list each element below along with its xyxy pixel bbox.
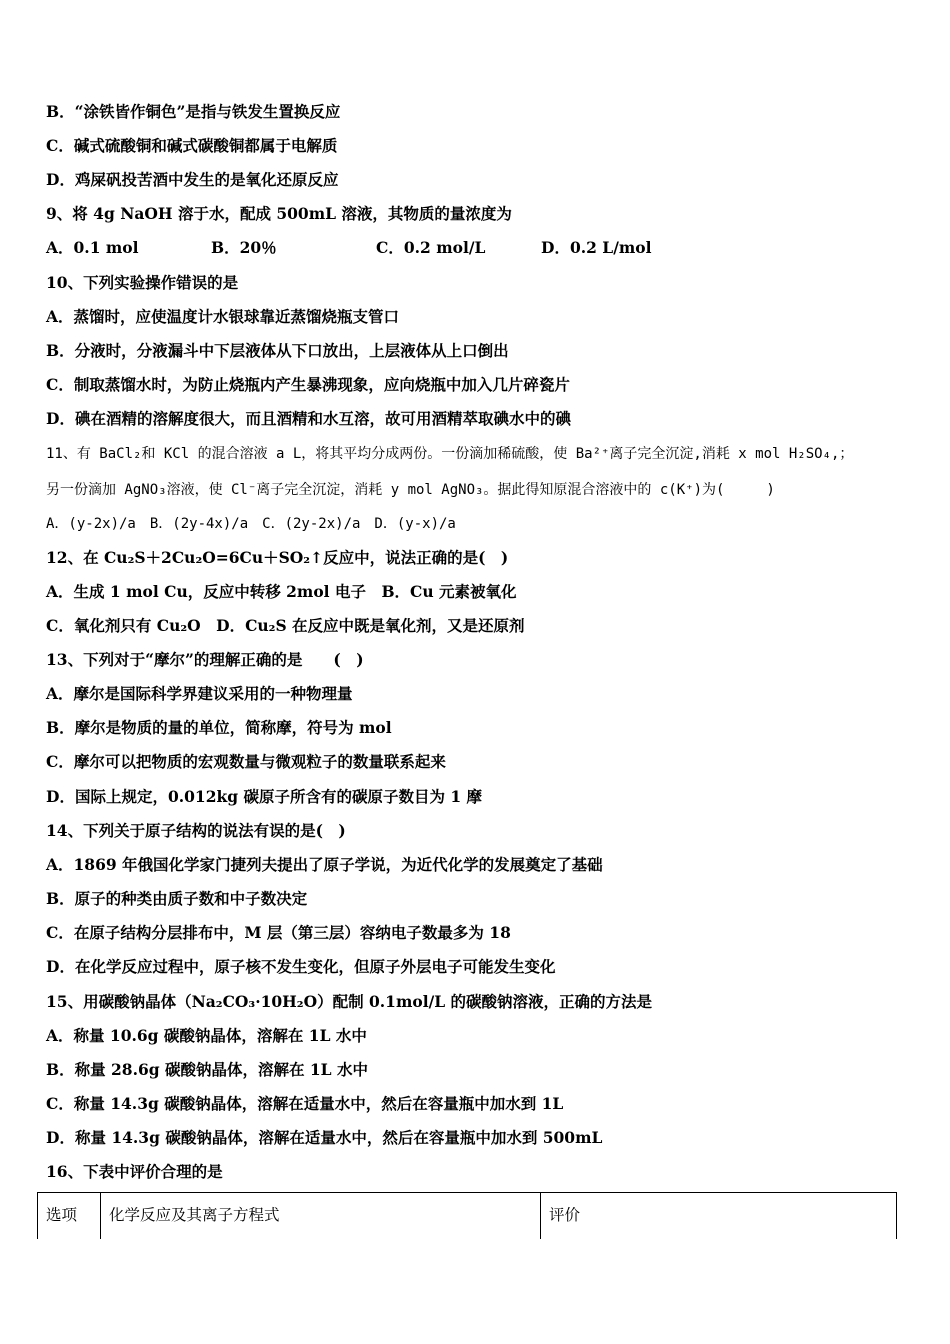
q14-option-d: D．在化学反应过程中，原子核不发生变化，但原子外层电子可能发生变化 <box>46 957 556 976</box>
q10-option-a: A．蒸馏时，应使温度计水银球靠近蒸馏烧瓶支管口 <box>46 307 400 326</box>
q11-options: A．(y-2x)/a B．(2y-4x)/a C．(2y-2x)/a D．(y-x)/a <box>46 516 456 532</box>
q13-option-b: B．摩尔是物质的量的单位，简称摩，符号为 mol <box>46 718 392 737</box>
q12-options-cd: C．氧化剂只有 Cu₂O D．Cu₂S 在反应中既是氧化剂，又是还原剂 <box>46 616 525 635</box>
q14-option-b: B．原子的种类由质子数和中子数决定 <box>46 889 308 908</box>
q10-stem: 10、下列实验操作错误的是 <box>46 273 239 292</box>
q9-option-c: C．0.2 mol/L <box>376 238 486 257</box>
q15-option-d: D．称量 14.3g 碳酸钠晶体，溶解在适量水中，然后在容量瓶中加水到 500mL <box>46 1128 603 1147</box>
q14-stem: 14、下列关于原子结构的说法有误的是( ) <box>46 821 346 840</box>
q14-option-c: C．在原子结构分层排布中，M 层（第三层）容纳电子数最多为 18 <box>46 923 511 942</box>
q13-option-d: D．国际上规定，0.012kg 碳原子所含有的碳原子数目为 1 摩 <box>46 787 483 806</box>
q12-options-ab: A．生成 1 mol Cu，反应中转移 2mol 电子 B．Cu 元素被氧化 <box>46 582 517 601</box>
q11-stem-line2: 另一份滴加 AgNO₃溶液，使 Cl⁻离子完全沉淀，消耗 y mol AgNO₃。据此得知原混合溶液中的 c(K⁺)为( ) <box>46 482 775 498</box>
q10-option-d: D．碘在酒精的溶解度很大，而且酒精和水互溶，故可用酒精萃取碘水中的碘 <box>46 409 571 428</box>
q10-option-b: B．分液时，分液漏斗中下层液体从下口放出，上层液体从上口倒出 <box>46 341 509 360</box>
q15-option-a: A．称量 10.6g 碳酸钠晶体，溶解在 1L 水中 <box>46 1026 367 1045</box>
q9-option-b: B．20％ <box>211 238 277 257</box>
q16-table <box>37 1192 897 1239</box>
q13-stem: 13、下列对于“摩尔”的理解正确的是 ( ) <box>46 650 364 669</box>
table-header-cell: 选项 <box>38 1193 101 1239</box>
q12-stem: 12、在 Cu₂S＋2Cu₂O=6Cu＋SO₂↑反应中，说法正确的是( ) <box>46 548 509 567</box>
table-header-row <box>38 1193 897 1239</box>
q15-option-b: B．称量 28.6g 碳酸钠晶体，溶解在 1L 水中 <box>46 1060 368 1079</box>
q8-option-c: C．碱式硫酸铜和碱式碳酸铜都属于电解质 <box>46 136 338 155</box>
q15-option-c: C．称量 14.3g 碳酸钠晶体，溶解在适量水中，然后在容量瓶中加水到 1L <box>46 1094 564 1113</box>
q13-option-c: C．摩尔可以把物质的宏观数量与微观粒子的数量联系起来 <box>46 752 446 771</box>
q8-option-d: D．鸡屎矾投苦酒中发生的是氧化还原反应 <box>46 170 339 189</box>
q15-stem: 15、用碳酸钠晶体（Na₂CO₃·10H₂O）配制 0.1mol/L 的碳酸钠溶液，正确的方法是 <box>46 992 653 1011</box>
q9-option-a: A．0.1 mol <box>46 238 139 257</box>
q8-option-b: B．“涂铁皆作铜色”是指与铁发生置换反应 <box>46 102 341 121</box>
q16-stem: 16、下表中评价合理的是 <box>46 1162 223 1181</box>
q13-option-a: A．摩尔是国际科学界建议采用的一种物理量 <box>46 684 353 703</box>
q9-option-d: D．0.2 L/mol <box>541 238 652 257</box>
table-header-cell: 化学反应及其离子方程式 <box>101 1193 541 1239</box>
q10-option-c: C．制取蒸馏水时，为防止烧瓶内产生暴沸现象，应向烧瓶中加入几片碎瓷片 <box>46 375 570 394</box>
q14-option-a: A．1869 年俄国化学家门捷列夫提出了原子学说，为近代化学的发展奠定了基础 <box>46 855 603 874</box>
q9-stem: 9、将 4g NaOH 溶于水，配成 500mL 溶液，其物质的量浓度为 <box>46 204 512 223</box>
q9-options <box>46 238 652 258</box>
table-header-cell: 评价 <box>541 1193 897 1239</box>
q11-stem-line1: 11、有 BaCl₂和 KCl 的混合溶液 a L，将其平均分成两份。一份滴加稀硫酸，使 Ba²⁺离子完全沉淀,消耗 x mol H₂SO₄,； <box>46 446 854 462</box>
